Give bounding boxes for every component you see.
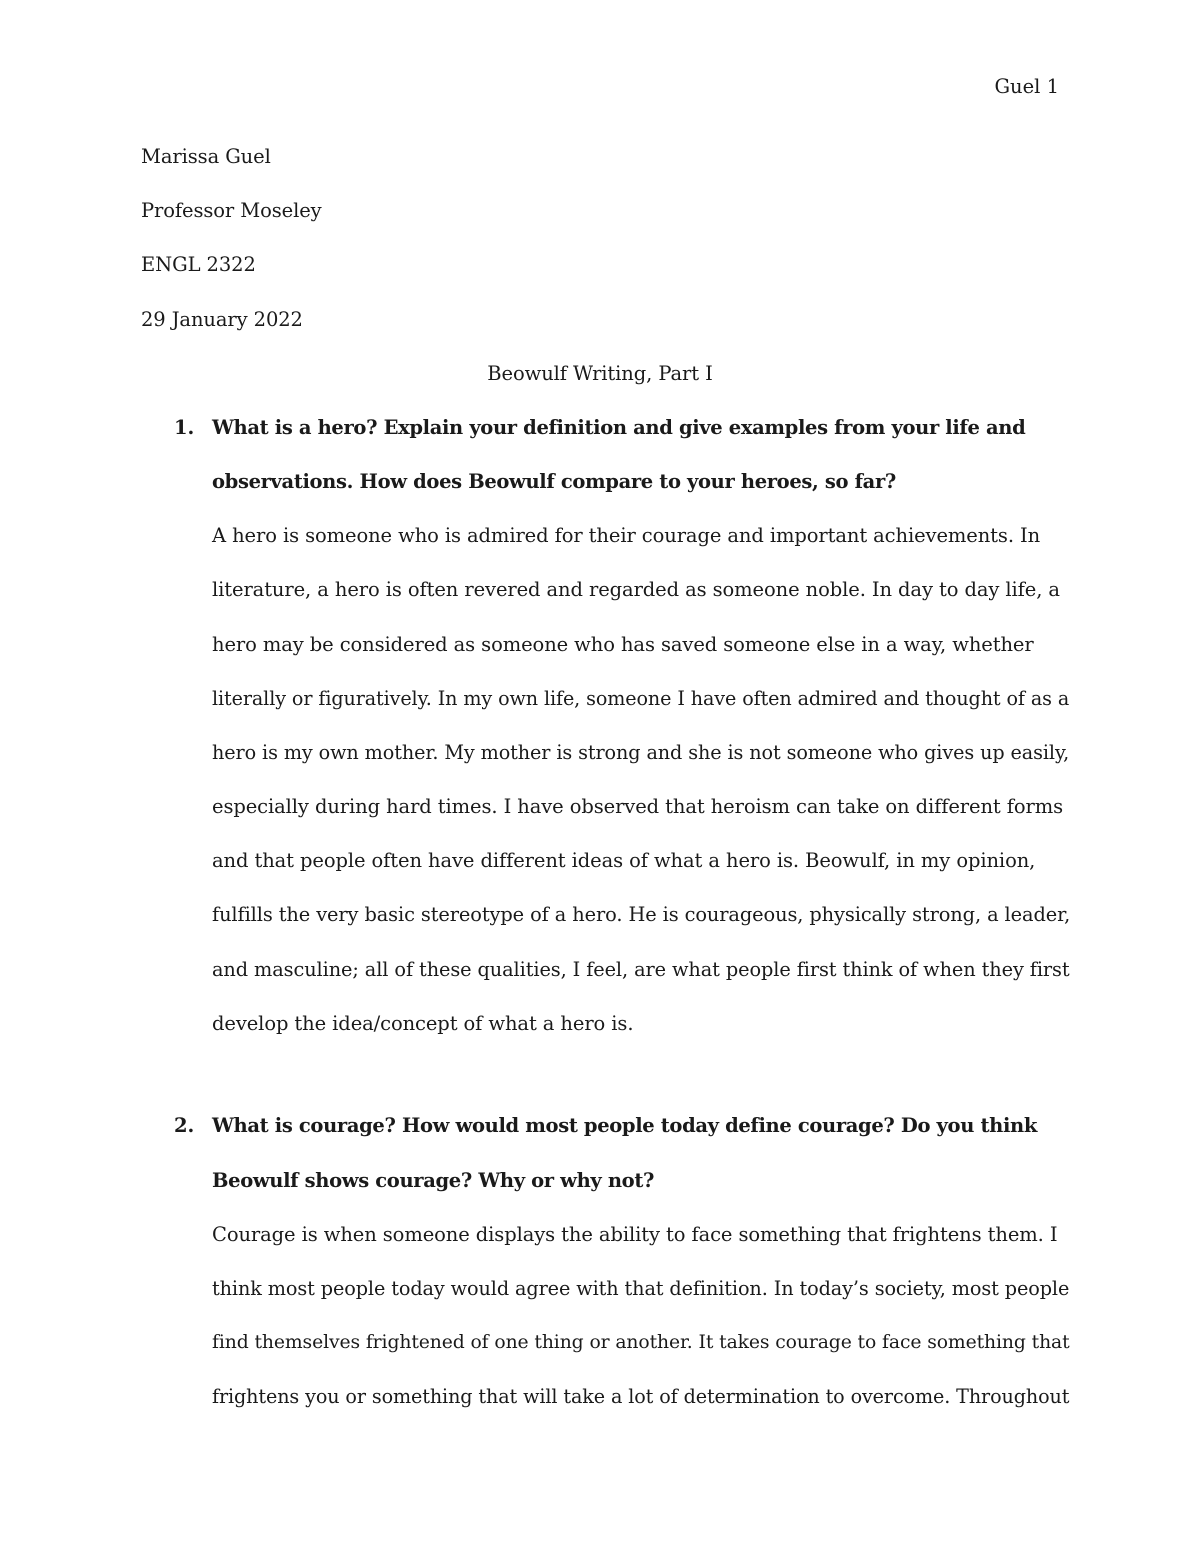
answer-line: fulfills the very basic stereotype of a hero. He is courageous, physically strong, a leader, (212, 903, 1071, 926)
answer-line: find themselves frightened of one thing or another. It takes courage to face something that (212, 1332, 1070, 1353)
question-number: 1. (174, 416, 195, 439)
answer-line: hero may be considered as someone who has saved someone else in a way, whether (212, 633, 1034, 656)
answer-line: A hero is someone who is admired for their courage and important achievements. In (212, 524, 1041, 547)
page-header-label: Guel 1 (994, 75, 1059, 98)
answer-line: think most people today would agree with that definition. In today’s society, most people (212, 1277, 1070, 1300)
answer-line: Courage is when someone displays the ability to face something that frightens them. I (212, 1223, 1058, 1246)
answer-line: literature, a hero is often revered and regarded as someone noble. In day to day life, a (212, 578, 1060, 601)
answer-line: and masculine; all of these qualities, I feel, are what people first think of when they first (212, 958, 1070, 981)
answer-line: literally or figuratively. In my own life, someone I have often admired and thought of as a (212, 687, 1070, 710)
answer-line: and that people often have different ideas of what a hero is. Beowulf, in my opinion, (212, 849, 1036, 872)
document-title: Beowulf Writing, Part I (487, 362, 713, 385)
answer-line: frightens you or something that will take a lot of determination to overcome. Throughout (212, 1385, 1070, 1408)
question-line: What is a hero? Explain your definition and give examples from your life and (212, 416, 1026, 439)
question-line: Beowulf shows courage? Why or why not? (212, 1169, 655, 1192)
student-name: Marissa Guel (141, 145, 271, 168)
question-line: observations. How does Beowulf compare to your heroes, so far? (212, 470, 896, 493)
answer-line: especially during hard times. I have observed that heroism can take on different forms (212, 795, 1064, 818)
answer-line: develop the idea/concept of what a hero is. (212, 1012, 634, 1035)
answer-line: hero is my own mother. My mother is strong and she is not someone who gives up easily, (212, 741, 1070, 764)
course-code: ENGL 2322 (141, 253, 256, 276)
professor-name: Professor Moseley (141, 199, 322, 222)
question-number: 2. (174, 1114, 195, 1137)
document-date: 29 January 2022 (141, 308, 303, 331)
question-line: What is courage? How would most people today define courage? Do you think (212, 1114, 1037, 1137)
